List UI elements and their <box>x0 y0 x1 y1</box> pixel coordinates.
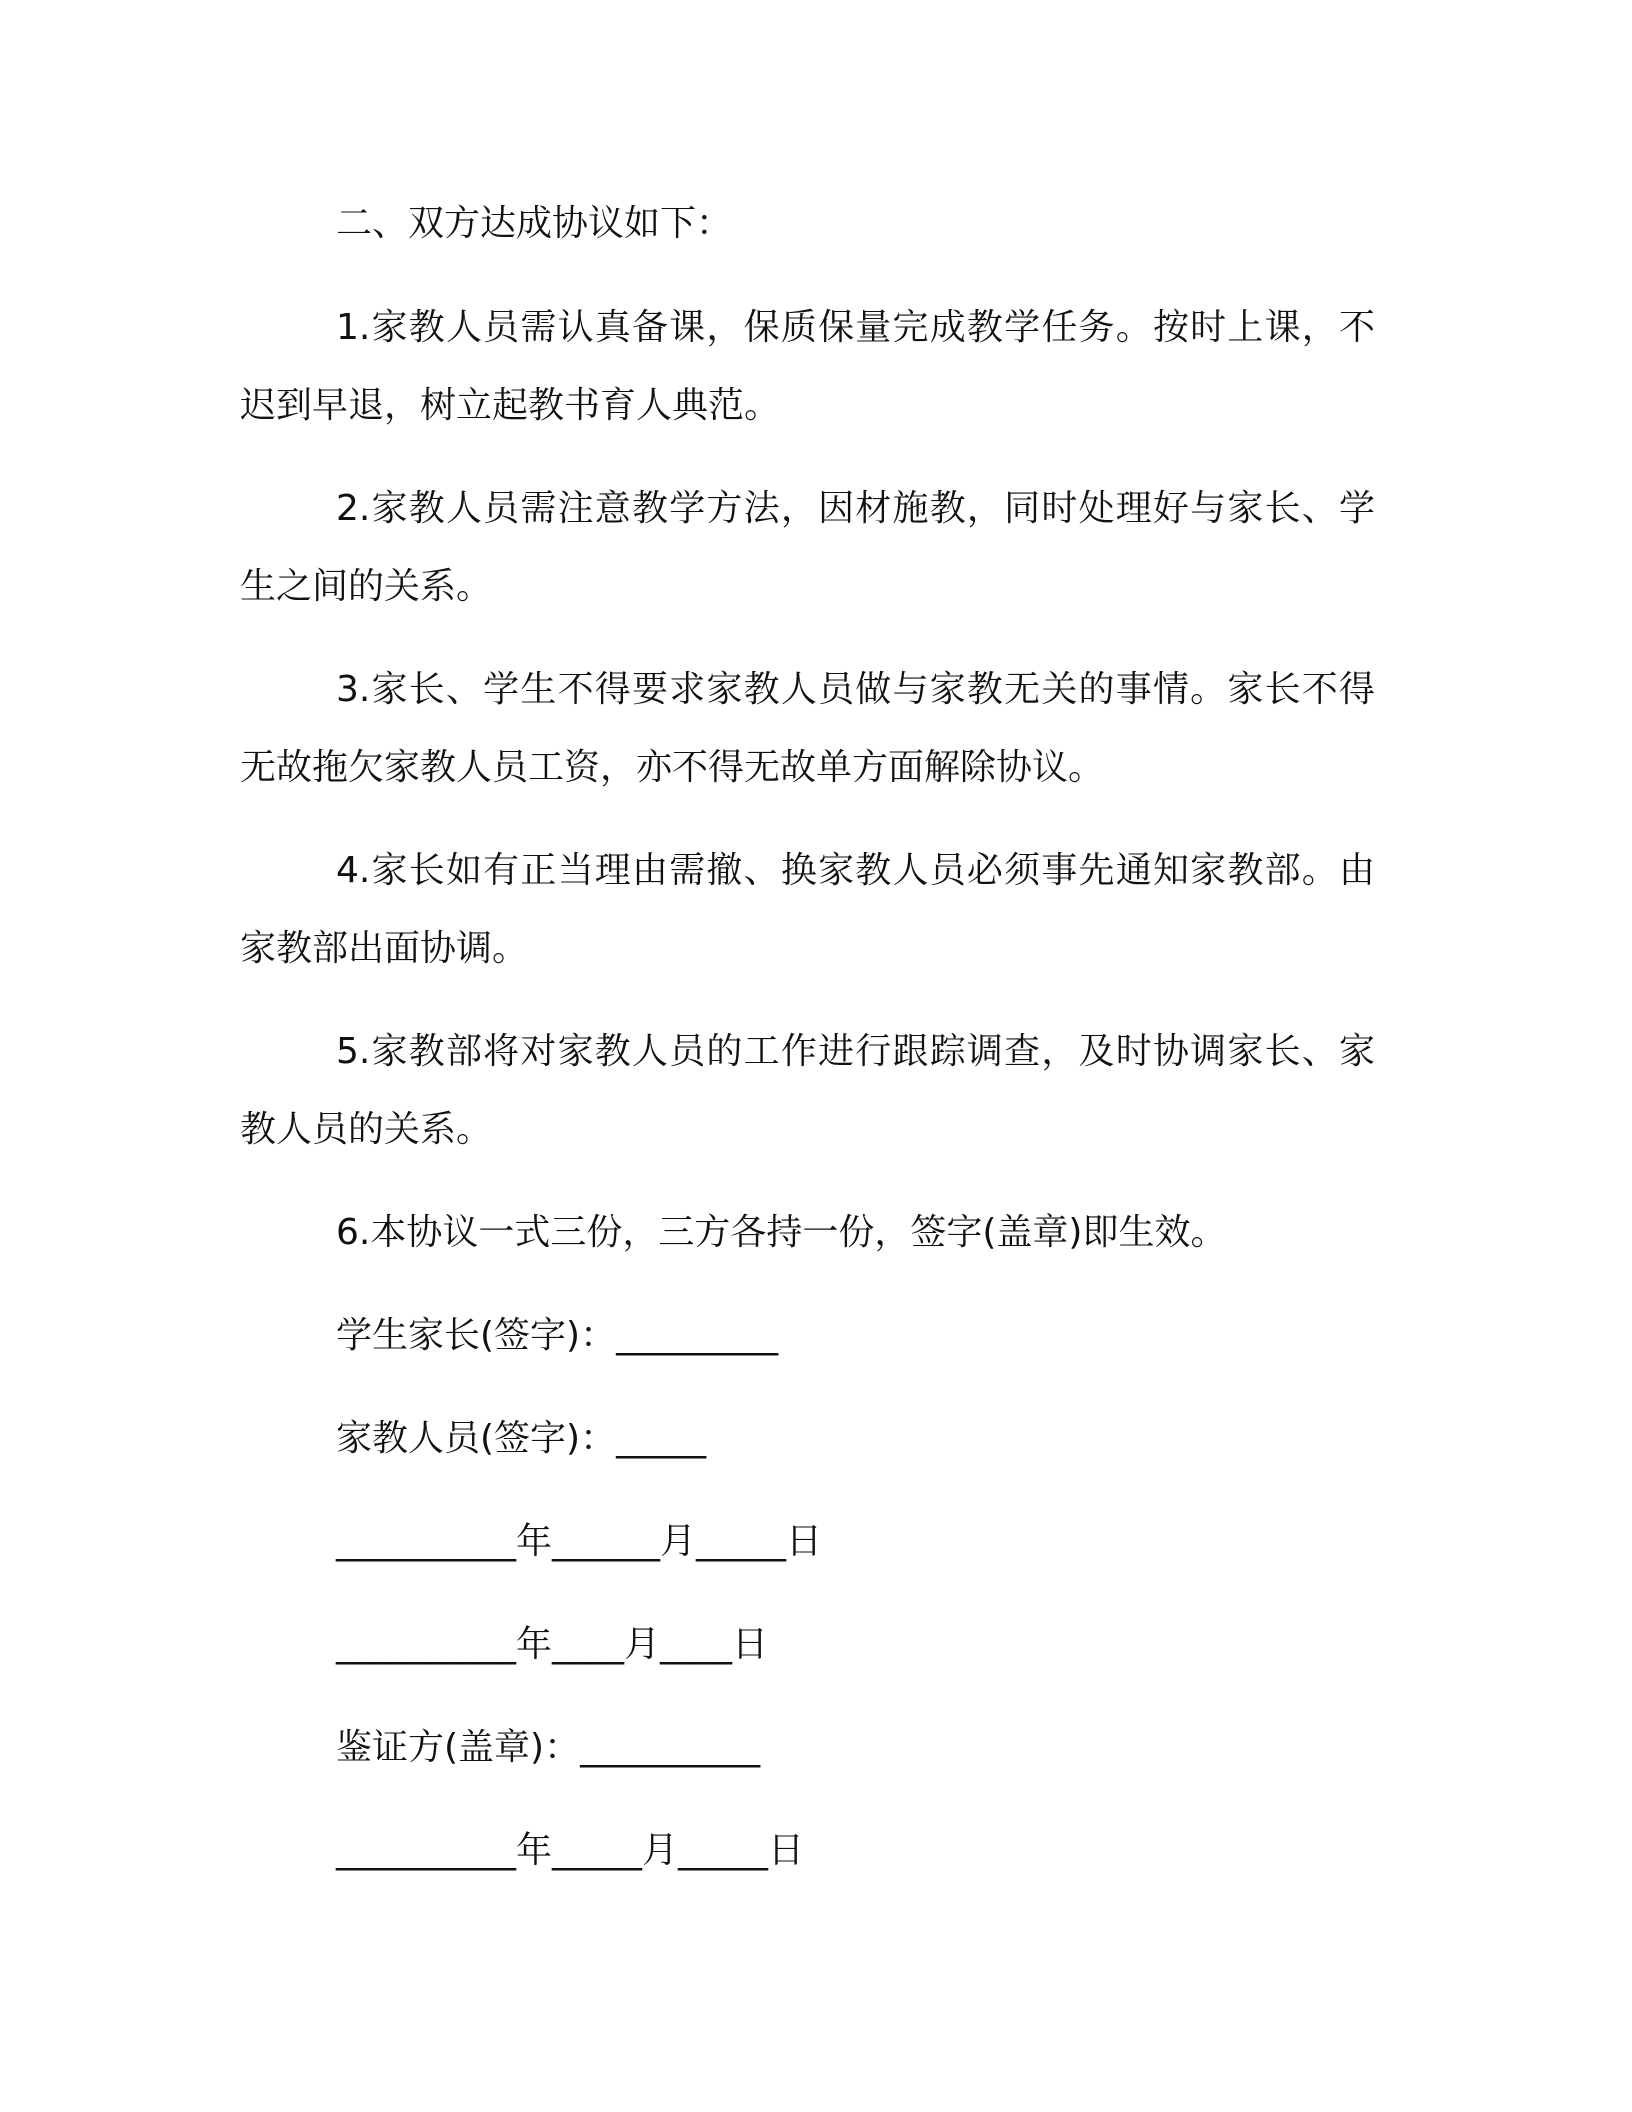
clause-3: 3.家长、学生不得要求家教人员做与家教无关的事情。家长不得无故拖欠家教人员工资，亦不得无故单方面解除协议。 <box>240 669 1375 788</box>
tutor-signature-line: 家教人员(签字)：_____ <box>336 1418 707 1459</box>
date-line-2: __________年____月____日 <box>336 1624 768 1665</box>
clause-1: 1.家教人员需认真备课，保质保量完成教学任务。按时上课，不迟到早退，树立起教书育人典范。 <box>240 307 1375 426</box>
clause-5: 5.家教部将对家教人员的工作进行跟踪调查，及时协调家长、家教人员的关系。 <box>240 1031 1375 1150</box>
agreement-body <box>240 185 1375 1890</box>
date-line-3: __________年_____月_____日 <box>336 1830 804 1871</box>
witness-seal-line: 鉴证方(盖章)：__________ <box>336 1727 761 1768</box>
clause-4: 4.家长如有正当理由需撤、换家教人员必须事先通知家教部。由家教部出面协调。 <box>240 850 1375 969</box>
clause-2: 2.家教人员需注意教学方法，因材施教，同时处理好与家长、学生之间的关系。 <box>240 488 1375 607</box>
section-heading: 二、双方达成协议如下： <box>336 203 733 244</box>
date-line-1: __________年______月_____日 <box>336 1521 822 1562</box>
clause-6: 6.本协议一式三份，三方各持一份，签字(盖章)即生效。 <box>336 1212 1227 1253</box>
parent-signature-line: 学生家长(签字)：_________ <box>336 1315 779 1356</box>
